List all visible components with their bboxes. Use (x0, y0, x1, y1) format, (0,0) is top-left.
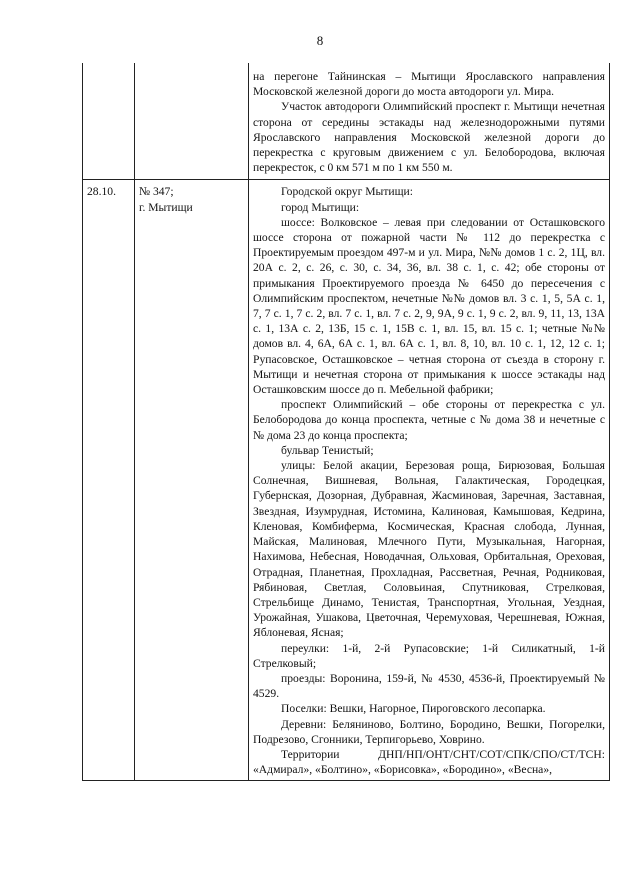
paragraph: Деревни: Беляниново, Болтино, Бородино, Вешки, Погорелки, Подрезово, Сгонники, Терпигорьево, Ховрино. (253, 717, 605, 746)
description-cell (249, 63, 610, 180)
date-cell (83, 63, 135, 180)
paragraph: Городской округ Мытищи: (281, 185, 413, 199)
paragraph: бульвар Тенистый; (281, 443, 374, 457)
paragraph: на перегоне Тайнинская – Мытищи Ярославского направления Московской железной дороги до моста автодороги ул. Мира. (253, 70, 605, 99)
paragraph: проспект Олимпийский – обе стороны от перекрестка с ул. Белобородова до конца проспекта, четные с № дома 38 и нечетные с № дома 23 до конца проспекта; (253, 398, 605, 442)
paragraph: Территории ДНП/НП/ОНТ/СНТ/СОТ/СПК/СПО/СТ/ТСН: «Адмирал», «Болтино», «Борисовка», «Бородино», «Весна», (253, 747, 605, 777)
table-row (83, 180, 610, 781)
table-row (83, 63, 610, 180)
paragraph: шоссе: Волковское – левая при следовании от Осташковского шоссе сторона от пожарной части № 112 до перекрестка с Проектируемым проездом 497-м и ул. Мира, №№ домов 1 с. 2, 1Ц, вл. 20А с. 2, с. 26, с. 30, с. 34, 36, вл. 38 с. 1, с. 42; обе стороны от примыкания Проектируемого проезда № 6450 до пересечения с Олимпийским проспектом, нечетные №№ домов вл. 3 с. 1, 5, 5А с. 1, 7, 7 с. 1, 7 с. 2, вл. 7 с. 1, вл. 7 с. 2, 9, 9А, 9 с. 1, 9 с. 2, вл. 9, 11, 13, 13А с. 1, 13А с. 2, 13Б, 15 с. 1, 15В с. 1, вл. 15, вл. 15 с. 1; четные №№ домов вл. 4, 6А, 6А с. 1, вл. 6А с. 1, вл. 8, 10, вл. 10 с. 1, 12, 12 с. 1; Рупасовское, Осташковское – четная сторона от съезда в сторону г. Мытищи и нечетная сторона от примыкания к шоссе эстакады над Осташковским шоссе до п. Мебельной фабрики; (253, 215, 605, 397)
decree-number-cell: № 347; г. Мытищи (135, 180, 249, 781)
paragraph: улицы: Белой акации, Березовая роща, Бирюзовая, Большая Солнечная, Вишневая, Вольная, Галактическая, Городецкая, Губернская, Дозорная, Дубравная, Жасминовая, Заречная, Заставная, Звездная, Изумрудная, Истомина, Калиновая, Камышовая, Кедрина, Кленовая, Комбиферма, Космическая, Красная слобода, Лунная, Майская, Малиновая, Млечного Пути, Музыкальная, Нагорная, Нахимова, Небесная, Новодачная, Ольховая, Орбитальная, Ореховая, Отрадная, Планетная, Прохладная, Рассветная, Речная, Родниковая, Рябиновая, Светлая, Соловьиная, Спутниковая, Стрелковая, Стрельбище Динамо, Тенистая, Транспортная, Угольная, Уездная, Урожайная, Ушакова, Цветочная, Черемуховая, Черешневая, Южная, Яблоневая, Ясная; (253, 459, 605, 640)
date-cell: 28.10. (83, 180, 135, 781)
description-cell (249, 180, 610, 781)
page-number: 8 (316, 33, 324, 48)
paragraph: Участок автодороги Олимпийский проспект г. Мытищи нечетная сторона от середины эстакады над железнодорожными путями Ярославского направления Московской железной дороги до перекрестка с круговым движением с ул. Белобородова, включая перекресток, с 0 км 571 м по 1 км 550 м. (253, 100, 605, 175)
paragraph: Поселки: Вешки, Нагорное, Пироговского лесопарка. (281, 702, 546, 716)
paragraph: город Мытищи: (281, 200, 360, 214)
decree-number-cell (135, 63, 249, 180)
paragraph: переулки: 1-й, 2-й Рупасовские; 1-й Силикатный, 1-й Стрелковый; (253, 641, 605, 670)
decree-table (82, 63, 610, 781)
paragraph: проезды: Воронина, 159-й, № 4530, 4536-й, Проектируемый № 4529. (253, 671, 605, 701)
